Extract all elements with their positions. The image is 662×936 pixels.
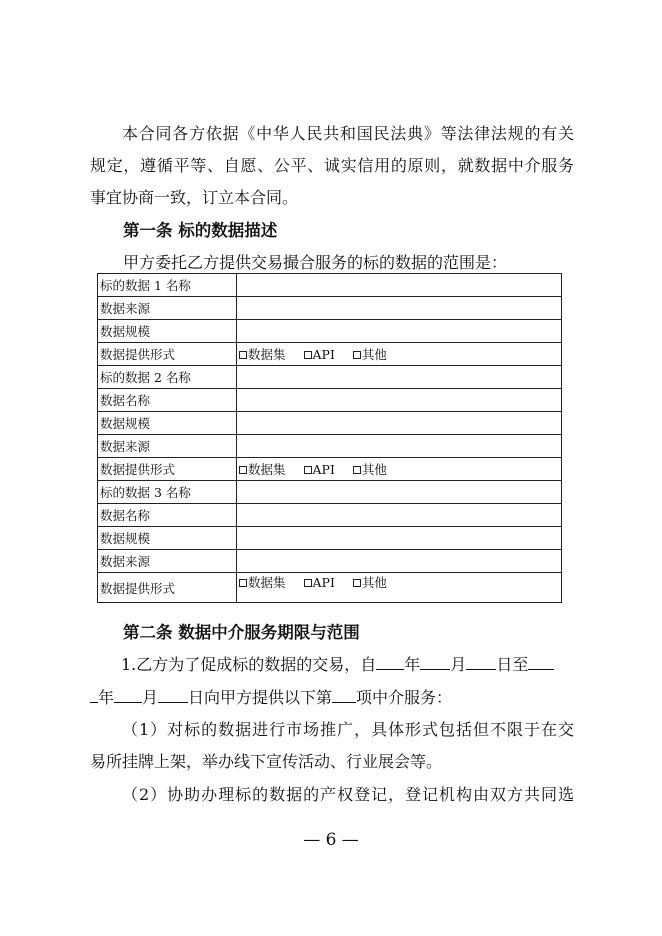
row-label: 标的数据 3 名称 <box>98 481 237 504</box>
item1-suffix: 项中介服务： <box>356 688 453 707</box>
table-row <box>98 527 562 550</box>
item1-prefix: 1.乙方为了促成标的数据的交易，自 <box>121 655 377 674</box>
checkbox-icon[interactable] <box>304 351 312 359</box>
table-row <box>98 343 562 366</box>
row-label: 标的数据 1 名称 <box>98 274 237 297</box>
month-blank[interactable] <box>420 657 450 670</box>
table-row <box>98 481 562 504</box>
format-option-label: 数据集 <box>248 462 286 477</box>
format-option[interactable] <box>304 347 335 362</box>
row-value-cell[interactable] <box>237 274 562 297</box>
format-option[interactable] <box>239 345 286 363</box>
checkbox-icon[interactable] <box>304 466 312 474</box>
article1-lead: 甲方委托乙方提供交易撮合服务的标的数据的范围是： <box>123 253 508 272</box>
item1-month2: 月 <box>142 688 159 707</box>
item1-year: 年 <box>404 655 421 674</box>
row-value-cell[interactable] <box>237 527 562 550</box>
day-blank[interactable] <box>466 657 496 670</box>
row-value-cell <box>237 458 562 481</box>
row-label: 数据名称 <box>98 389 237 412</box>
row-value-cell <box>237 573 562 603</box>
checkbox-icon[interactable] <box>353 579 361 587</box>
table-row <box>98 504 562 527</box>
item-number-blank[interactable] <box>332 690 356 703</box>
table-row <box>98 435 562 458</box>
checkbox-icon[interactable] <box>353 466 361 474</box>
row-value-cell <box>237 343 562 366</box>
article1-heading: 第一条 标的数据描述 <box>123 221 278 240</box>
row-label: 标的数据 2 名称 <box>98 366 237 389</box>
row-label: 数据名称 <box>98 504 237 527</box>
sub2-line-1: （2）协助办理标的数据的产权登记，登记机构由双方共同选 <box>122 785 574 804</box>
checkbox-icon[interactable] <box>239 351 247 359</box>
format-option[interactable] <box>353 345 387 363</box>
row-label: 数据规模 <box>98 527 237 550</box>
row-label: 数据来源 <box>98 550 237 573</box>
item1-year2: 年 <box>98 688 115 707</box>
checkbox-icon[interactable] <box>304 579 312 587</box>
row-label: 数据来源 <box>98 297 237 320</box>
year-blank[interactable] <box>376 657 404 670</box>
table-row <box>98 274 562 297</box>
table-row <box>98 366 562 389</box>
table-row <box>98 550 562 573</box>
intro-line-2: 规定，遵循平等、自愿、公平、诚实信用的原则，就数据中介服务 <box>90 156 574 175</box>
table-row <box>98 389 562 412</box>
row-label: 数据规模 <box>98 320 237 343</box>
row-value-cell[interactable] <box>237 320 562 343</box>
checkbox-icon[interactable] <box>353 351 361 359</box>
article2-item1-line1 <box>121 652 605 675</box>
format-option[interactable] <box>239 573 286 591</box>
table-row <box>98 458 562 481</box>
checkbox-icon[interactable] <box>239 579 247 587</box>
row-label: 数据来源 <box>98 435 237 458</box>
intro-line-1: 本合同各方依据《中华人民共和国民法典》等法律法规的有关 <box>122 124 574 143</box>
page-number: — 6 — <box>303 830 359 850</box>
table-row <box>98 412 562 435</box>
row-value-cell[interactable] <box>237 412 562 435</box>
row-value-cell[interactable] <box>237 389 562 412</box>
format-option-label: API <box>312 575 335 590</box>
row-value-cell[interactable] <box>237 481 562 504</box>
row-label: 数据规模 <box>98 412 237 435</box>
format-option-label: 其他 <box>361 462 387 477</box>
format-option-label: 其他 <box>361 347 387 362</box>
table-row <box>98 297 562 320</box>
row-value-cell[interactable] <box>237 504 562 527</box>
article2-item1-line2 <box>90 685 574 708</box>
format-option[interactable] <box>239 460 286 478</box>
intro-line-3: 事宜协商一致，订立本合同。 <box>90 188 299 207</box>
format-option-label: 数据集 <box>248 347 286 362</box>
table-row <box>98 573 562 603</box>
format-option-label: API <box>312 462 335 477</box>
format-option-label: API <box>312 347 335 362</box>
row-label: 数据提供形式 <box>98 343 237 366</box>
day-end-blank[interactable] <box>158 690 188 703</box>
item1-day-provide: 日向甲方提供以下第 <box>188 688 333 707</box>
data-description-table <box>97 273 562 603</box>
format-option[interactable] <box>304 462 335 477</box>
item1-month: 月 <box>450 655 467 674</box>
article2-heading: 第二条 数据中介服务期限与范围 <box>123 623 360 642</box>
sub1-line-1: （1）对标的数据进行市场推广，具体形式包括但不限于在交 <box>122 720 574 739</box>
format-option[interactable] <box>353 460 387 478</box>
item1-day-to: 日至 <box>496 655 529 674</box>
row-value-cell[interactable] <box>237 550 562 573</box>
row-value-cell[interactable] <box>237 366 562 389</box>
row-label: 数据提供形式 <box>98 573 237 603</box>
format-option[interactable] <box>353 573 387 591</box>
format-option[interactable] <box>304 575 335 590</box>
row-label: 数据提供形式 <box>98 458 237 481</box>
row-value-cell[interactable] <box>237 297 562 320</box>
table-row <box>98 320 562 343</box>
row-value-cell[interactable] <box>237 435 562 458</box>
year-end-blank-cont[interactable] <box>90 690 98 703</box>
sub1-line-2: 易所挂牌上架，举办线下宣传活动、行业展会等。 <box>90 752 443 771</box>
checkbox-icon[interactable] <box>239 466 247 474</box>
month-end-blank[interactable] <box>114 690 142 703</box>
format-option-label: 其他 <box>361 575 387 590</box>
year-end-blank[interactable] <box>528 657 554 670</box>
format-option-label: 数据集 <box>248 575 286 590</box>
